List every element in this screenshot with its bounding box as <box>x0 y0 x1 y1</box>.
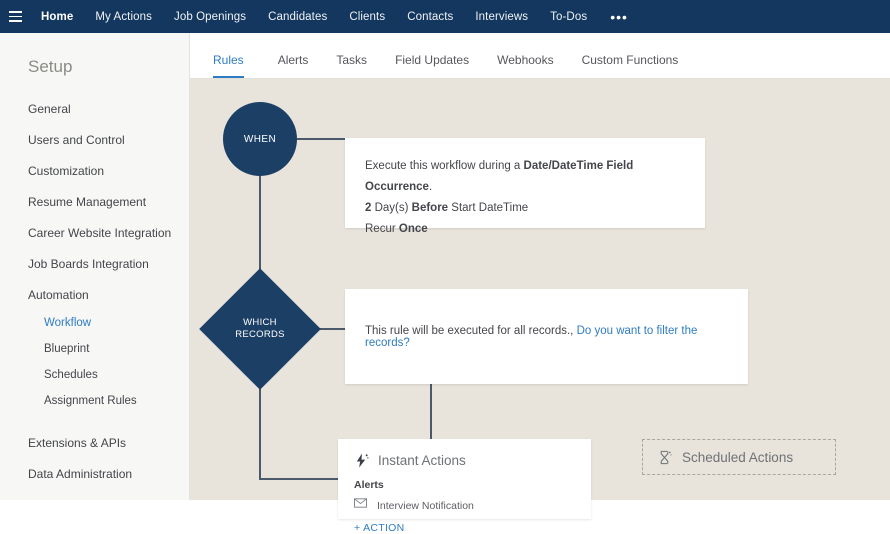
when-line-1 <box>365 156 685 198</box>
sidebar-subitem-schedules[interactable]: Schedules <box>44 369 98 381</box>
sidebar-item-job-boards-integration[interactable]: Job Boards Integration <box>28 256 149 271</box>
sidebar-subitem-workflow[interactable]: Workflow <box>44 317 92 329</box>
workflow-canvas <box>190 79 890 534</box>
nav-item-contacts[interactable]: Contacts <box>407 10 454 23</box>
alert-list-item[interactable] <box>354 498 575 513</box>
sidebar <box>0 33 190 500</box>
sidebar-item-career-website-integration[interactable]: Career Website Integration <box>28 225 172 240</box>
node-which-records-label <box>217 286 303 372</box>
which-records-card[interactable] <box>345 289 748 384</box>
sidebar-item-users-and-control[interactable]: Users and Control <box>28 132 125 147</box>
sidebar-item-extensions-and-apis[interactable]: Extensions & APIs <box>28 436 127 450</box>
tab-tasks[interactable]: Tasks <box>336 53 368 67</box>
when-line-2-field: Start DateTime <box>448 202 529 214</box>
records-text: This rule will be executed for all records., <box>365 324 574 337</box>
nav-item-job-openings[interactable]: Job Openings <box>173 10 247 23</box>
instant-actions-icon <box>354 453 369 468</box>
when-line-3-value: Once <box>398 223 428 235</box>
hamburger-menu-icon[interactable] <box>0 0 30 33</box>
instant-actions-card[interactable] <box>338 439 591 534</box>
scheduled-actions-title: Scheduled Actions <box>682 449 794 465</box>
node-which-records-line2: RECORDS <box>235 329 285 340</box>
tab-field-updates[interactable]: Field Updates <box>395 53 470 67</box>
nav-more-icon[interactable]: ••• <box>610 8 628 25</box>
tab-webhooks[interactable]: Webhooks <box>497 53 554 67</box>
nav-item-home[interactable]: Home <box>41 10 74 23</box>
when-line-2-unit: Day(s) <box>371 202 412 214</box>
main-content <box>190 33 890 534</box>
sidebar-item-data-administration[interactable]: Data Administration <box>28 467 133 481</box>
node-which-records-line1: WHICH <box>243 317 277 328</box>
connector-when-to-card <box>297 138 345 140</box>
connector-records-to-instant <box>430 384 432 439</box>
tab-alerts[interactable]: Alerts <box>277 53 309 67</box>
hourglass-icon <box>657 450 672 465</box>
instant-actions-title: Instant Actions <box>378 453 466 468</box>
when-line-1-suffix: . <box>428 181 433 193</box>
when-details-card[interactable] <box>345 138 705 235</box>
sidebar-subitem-assignment-rules[interactable]: Assignment Rules <box>44 395 137 407</box>
page-title: Setup <box>28 57 73 76</box>
sidebar-item-customization[interactable]: Customization <box>28 163 105 178</box>
add-action-button[interactable]: + ACTION <box>354 522 405 534</box>
node-when-label: WHEN <box>243 133 277 145</box>
top-navigation-bar <box>0 0 890 33</box>
alert-name: Interview Notification <box>377 499 474 512</box>
when-line-3 <box>365 219 685 240</box>
nav-item-my-actions[interactable]: My Actions <box>95 10 152 23</box>
when-line-2-count: 2 <box>365 202 372 214</box>
records-text-wrap <box>365 325 728 349</box>
sidebar-item-resume-management[interactable]: Resume Management <box>28 194 147 209</box>
tab-custom-functions[interactable]: Custom Functions <box>581 53 679 67</box>
sidebar-item-automation[interactable]: Automation <box>28 287 89 302</box>
when-line-2-relation: Before <box>411 202 449 214</box>
tab-rules[interactable]: Rules <box>213 53 258 78</box>
when-line-3-prefix: Recur <box>365 223 399 235</box>
sidebar-item-general[interactable]: General <box>28 101 71 116</box>
filter-records-link[interactable]: Do you want to filter the records? <box>365 324 698 349</box>
sidebar-subitem-blueprint[interactable]: Blueprint <box>44 343 90 355</box>
instant-actions-section-label: Alerts <box>354 479 384 491</box>
nav-item-todos[interactable]: To-Dos <box>550 10 588 23</box>
when-line-1-bold: Date/DateTime Field Occurrence <box>365 160 634 193</box>
envelope-icon <box>354 498 369 513</box>
instant-actions-header <box>354 453 575 468</box>
nav-item-interviews[interactable]: Interviews <box>475 10 529 23</box>
connector-to-instant <box>259 478 339 480</box>
when-line-2 <box>365 198 685 219</box>
scheduled-actions-card[interactable] <box>642 439 836 475</box>
when-line-1-prefix: Execute this workflow during a <box>365 160 524 172</box>
nav-item-candidates[interactable]: Candidates <box>268 10 328 23</box>
nav-item-clients[interactable]: Clients <box>349 10 386 23</box>
tab-bar <box>190 33 890 79</box>
node-when[interactable] <box>223 102 297 176</box>
